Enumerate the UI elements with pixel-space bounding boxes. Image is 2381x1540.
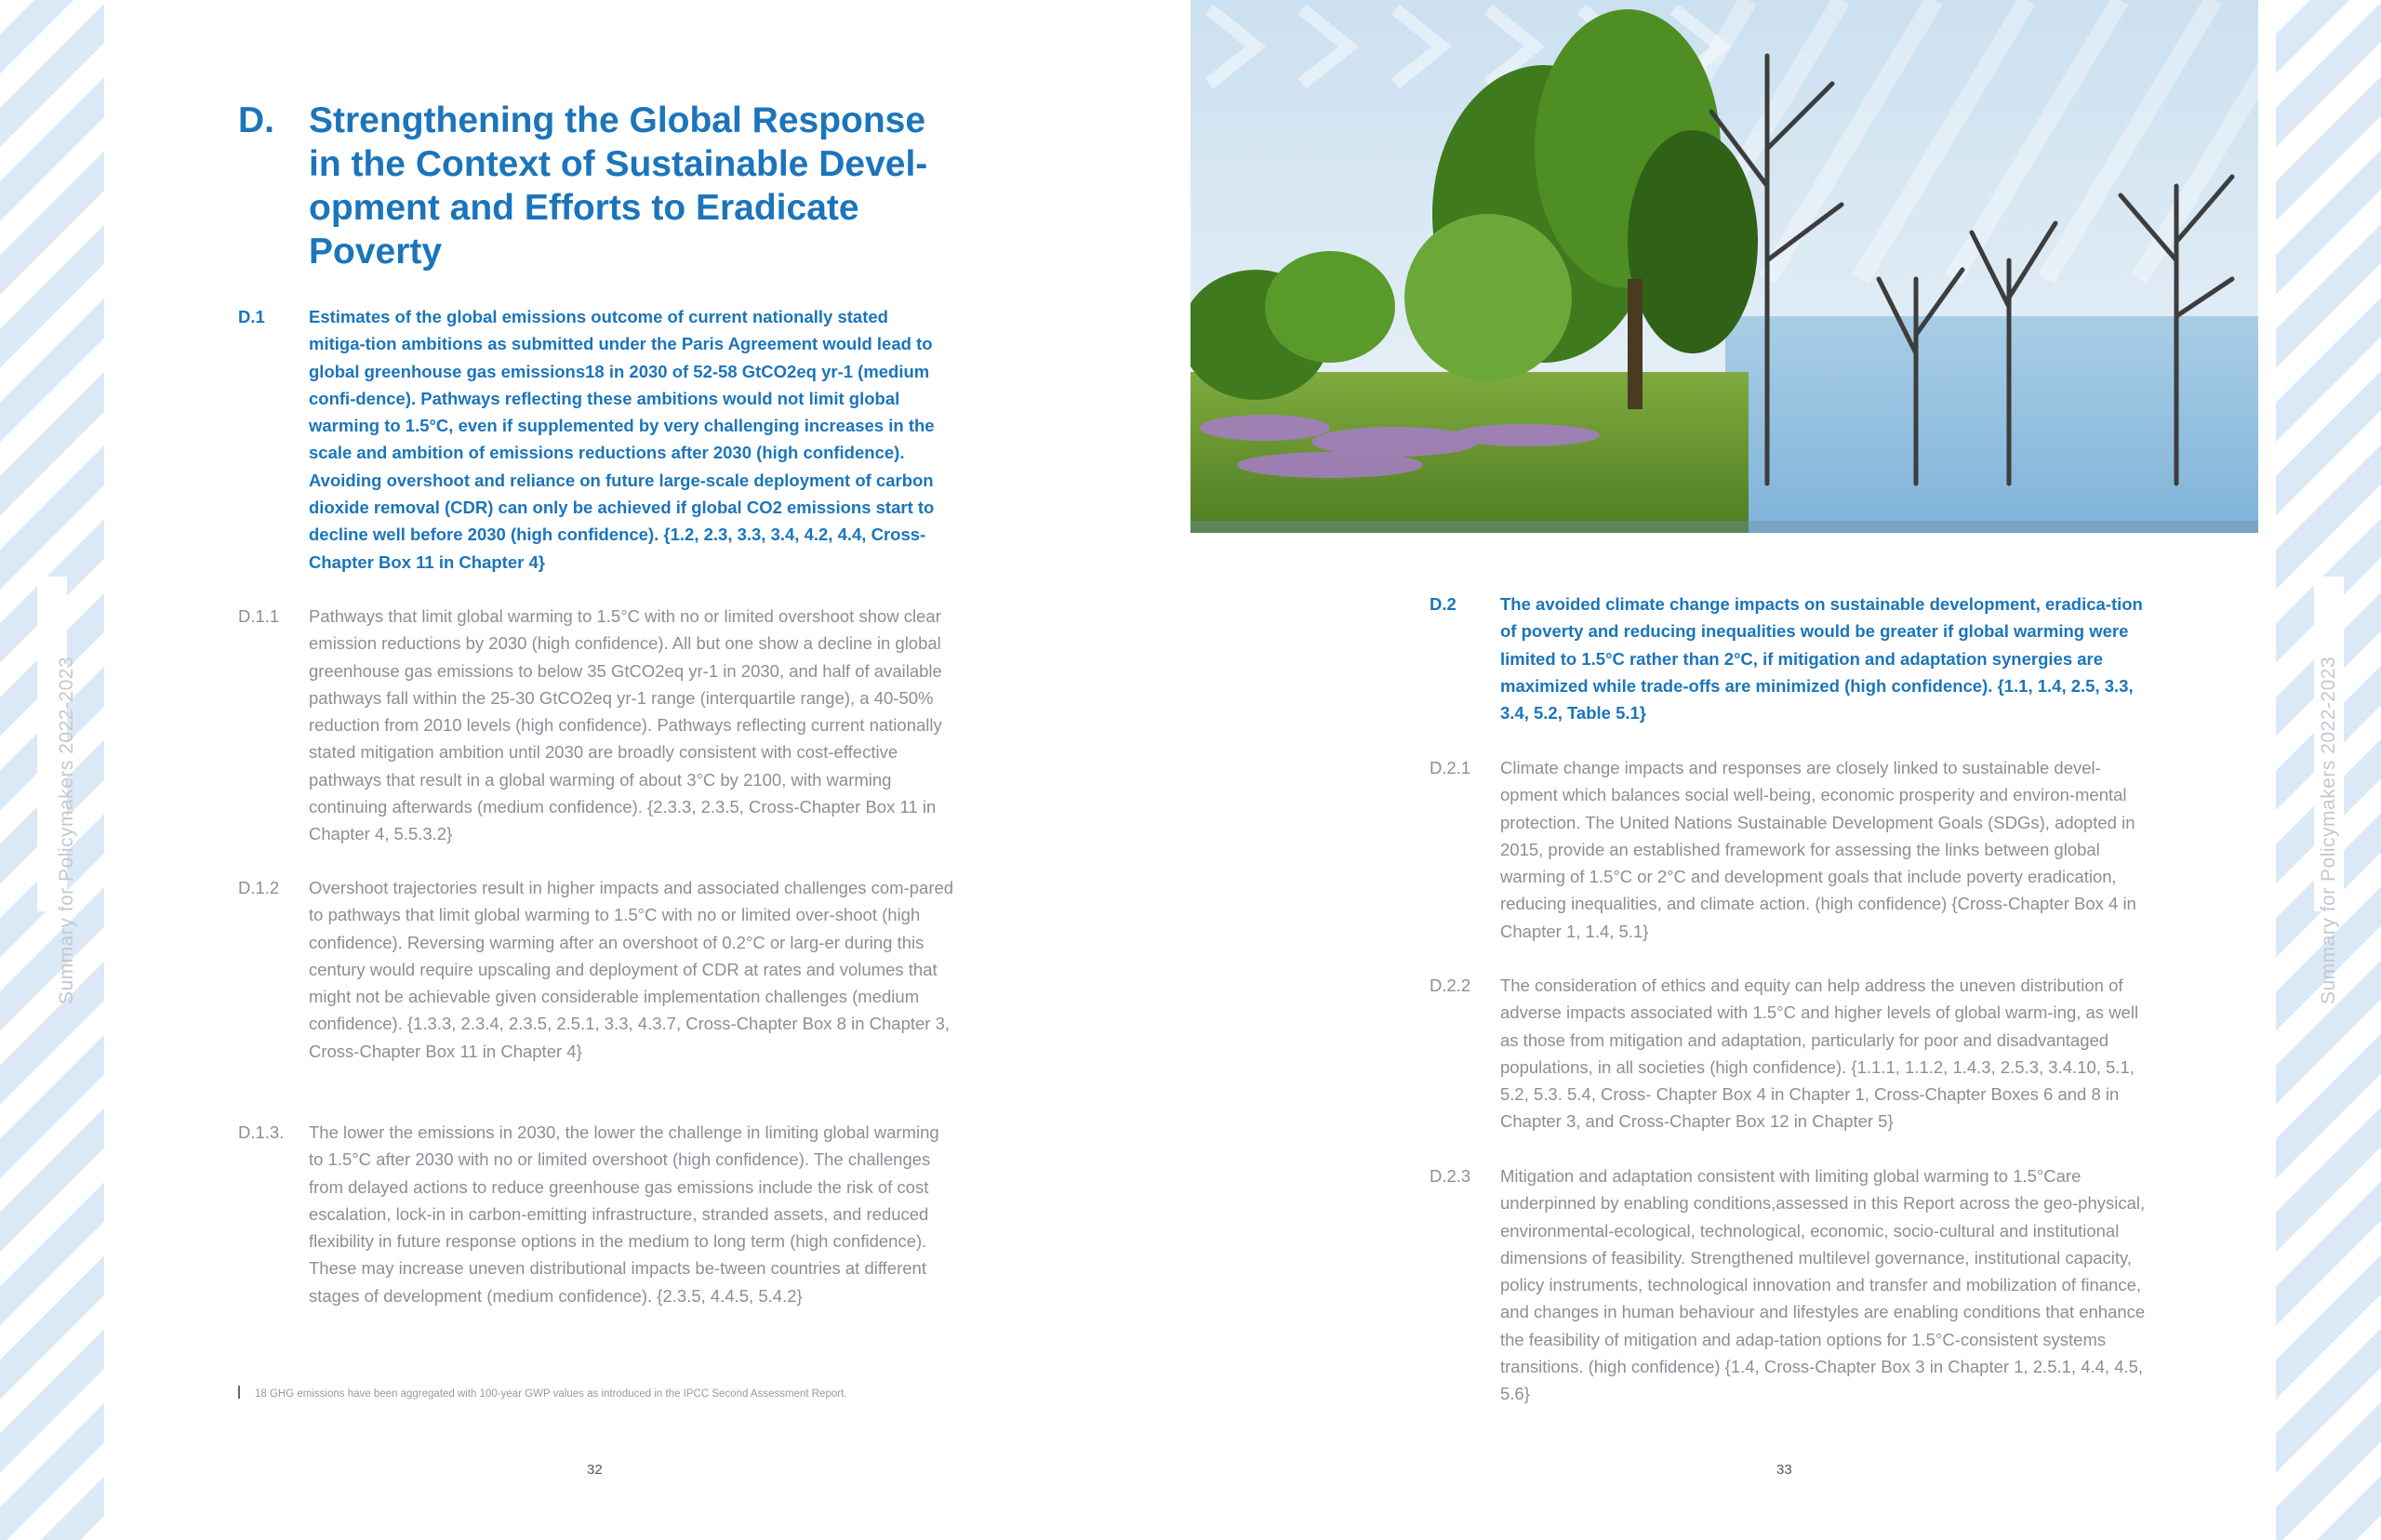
paragraph-number: D.1.1 [238, 606, 280, 626]
footnote-text: 18 GHG emissions have been aggregated with 100-year GWP values as introduced in the IPCC Second Assessment Report. [255, 1388, 847, 1400]
paragraph-text: Estimates of the global emissions outcome of current nationally stated mitiga-tion ambitions as submitted under the Paris Agreement would lead to global greenhouse gas emissions18 in 2030 of 52-58 GtCO2eq yr-1 (medium confi-dence). Pathways reflecting these ambitions would not limit global warming to 1.5°C, even if supplemented by very challenging increases in the scale and ambition of emissions reductions after 2030 (high confidence). Avoiding overshoot and reliance on future large-scale deployment of carbon dioxide removal (CDR) can only be achieved if global CO2 emissions start to decline well before 2030 (high confidence). {1.2, 2.3, 3.3, 3.4, 4.2, 4.4, Cross- Chapter Box 11 in Chapter 4} [309, 307, 935, 572]
section-title: Strengthening the Global Response in the Context of Sustainable Devel-opment and Efforts to Eradicate Poverty [309, 100, 928, 272]
paragraph-text: Mitigation and adaptation consistent with limiting global warming to 1.5°Care underpinned by enabling conditions,assessed in this Report across the geo-physical, environmental-ecological, technological, economic, socio-cultural and institutional dimensions of feasibility. Strengthened multilevel governance, institutional capacity, policy instruments, technological innovation and transfer and mobilization of finance, and changes in human behaviour and lifestyles are enabling conditions that enhance the feasibility of mitigation and adap-tation options for 1.5°C-consistent systems transitions. (high confidence) {1.4, Cross-Chapter Box 3 in Chapter 1, 2.5.1, 4.4, 4.5, 5.6} [1500, 1166, 2146, 1404]
spine-label-right: Summary for Policymakers 2022-2023 [2318, 656, 2339, 1004]
section-letter: D. [238, 100, 274, 140]
paragraph-number: D.1.3. [238, 1122, 285, 1142]
paragraph-number: D.1.2 [238, 878, 280, 897]
paragraph-text: Pathways that limit global warming to 1.5°C with no or limited overshoot show clear emission reductions by 2030 (high confidence). All but one show a decline in global greenhouse gas emissions to below 35 GtCO2eq yr-1 in 2030, and half of available pathways fall within the 25-30 GtCO2eq yr-1 range (interquartile range), a 40-50% reduction from 2010 levels (high confidence). Pathways reflecting current nationally stated mitigation ambition until 2030 are broadly consistent with cost-effective pathways that result in a global warming of about 3°C by 2100, with warming continuing afterwards (medium confidence). {2.3.3, 2.3.5, Cross-Chapter Box 11 in Chapter 4, 5.5.3.2} [309, 606, 942, 844]
paragraph-text: The lower the emissions in 2030, the lower the challenge in limiting global warming to 1.5°C after 2030 with no or limited overshoot (high confidence). The challenges from delayed actions to reduce greenhouse gas emissions include the risk of cost escalation, lock-in in carbon-emitting infrastructure, stranded assets, and reduced flexibility in future response options in the medium to long term (high confidence). These may increase uneven distributional impacts be-tween countries at different stages of development (medium confidence). {2.3.5, 4.4.5, 5.4.2} [309, 1122, 939, 1306]
paragraph-number: D.2.2 [1430, 976, 1471, 995]
spine-label-left: Summary for Policymakers 2022-2023 [56, 656, 77, 1004]
paragraph-number: D.2.3 [1430, 1166, 1471, 1186]
paragraph-number: D.2 [1430, 594, 1457, 614]
footnote-bar [238, 1386, 240, 1399]
page-number-right: 33 [1776, 1462, 1792, 1478]
photo-green-vs-dead-trees [1190, 0, 2258, 533]
paragraph-text: Overshoot trajectories result in higher impacts and associated challenges com-pared to pathways that limit global warming to 1.5°C with no or limited over-shoot (high confidence). Reversing warming after an overshoot of 0.2°C or larg-er during this century would require upscaling and deployment of CDR at rates and volumes that might not be achievable given considerable implementation challenges (medium confidence). {1.3.3, 2.3.4, 2.3.5, 2.5.1, 3.3, 4.3.7, Cross-Chapter Box 8 in Chapter 3, Cross-Chapter Box 11 in Chapter 4} [309, 878, 954, 1061]
paragraph-number: D.2.1 [1430, 758, 1471, 777]
paragraph-text: The consideration of ethics and equity can help address the uneven distribution of adverse impacts associated with 1.5°C and higher levels of global warm-ing, as well as those from mitigation and adaptation, particularly for poor and disadvantaged populations, in all societies (high confidence). {1.1.1, 1.1.2, 1.4.3, 2.5.3, 3.4.10, 5.1, 5.2, 5.3. 5.4, Cross- Chapter Box 4 in Chapter 1, Cross-Chapter Boxes 6 and 8 in Chapter 3, and Cross-Chapter Box 12 in Chapter 5} [1500, 976, 2139, 1132]
paragraph-number: D.1 [238, 307, 265, 326]
paragraph-text: The avoided climate change impacts on sustainable development, eradica-tion of poverty and reducing inequalities would be greater if global warming were limited to 1.5°C rather than 2°C, if mitigation and adaptation synergies are maximized while trade-offs are minimized (high confidence). {1.1, 1.4, 2.5, 3.3, 3.4, 5.2, Table 5.1} [1500, 594, 2143, 724]
page-number-left: 32 [587, 1462, 603, 1478]
paragraph-text: Climate change impacts and responses are closely linked to sustainable devel-opment which balances social well-being, economic prosperity and environ-mental protection. The United Nations Sustainable Development Goals (SDGs), adopted in 2015, provide an established framework for assessing the links between global warming of 1.5°C or 2°C and development goals that include poverty eradication, reducing inequalities, and climate action. (high confidence) {Cross-Chapter Box 4 in Chapter 1, 1.4, 5.1} [1500, 758, 2136, 941]
footnote [238, 1386, 945, 1400]
